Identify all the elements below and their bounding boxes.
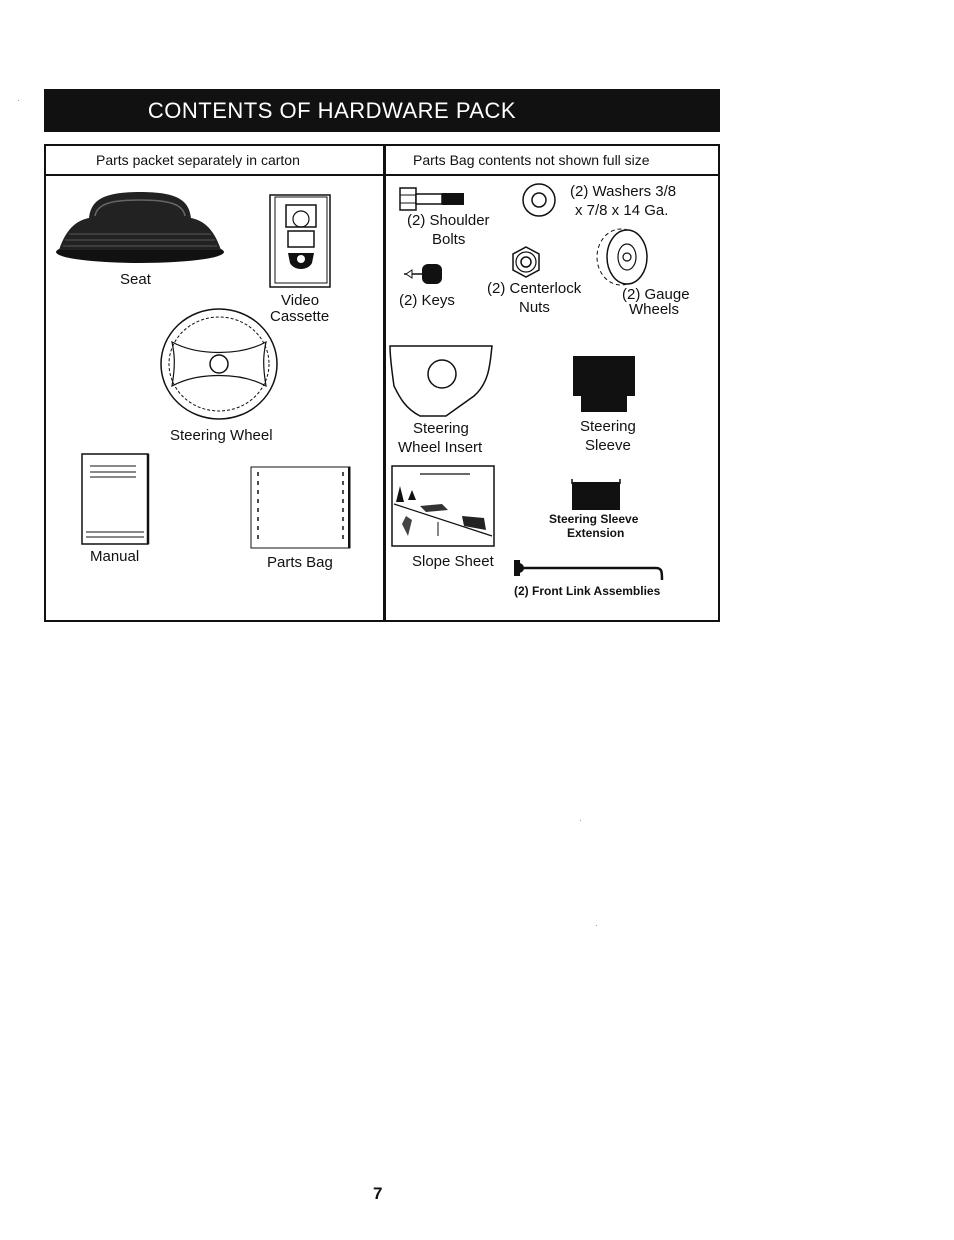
seat-icon [55, 186, 225, 266]
sleeve-extension-icon [570, 478, 622, 512]
parts-bag-label: Parts Bag [267, 554, 333, 571]
page-title: CONTENTS OF HARDWARE PACK [147, 97, 517, 123]
manual-icon [80, 452, 152, 548]
washers-label-1: (2) Washers 3/8 [570, 183, 677, 200]
steering-sleeve-label-2: Sleeve [585, 437, 631, 454]
washer-icon [521, 182, 557, 218]
scan-speck [596, 925, 597, 926]
slope-sheet-icon [390, 464, 496, 548]
shoulder-bolt-icon [398, 186, 466, 212]
steering-sleeve-label-1: Steering [580, 418, 636, 435]
keys-label: (2) Keys [399, 292, 455, 309]
sleeve-extension-label-2: Extension [567, 526, 625, 540]
gauge-wheels-label-1: (2) Gauge [622, 286, 690, 303]
key-icon [402, 262, 444, 286]
page-number: 7 [373, 1184, 383, 1203]
steering-wheel-insert-icon [386, 342, 496, 420]
video-label-1: Video [281, 292, 320, 309]
left-column-header: Parts packet separately in carton [96, 152, 300, 168]
steering-wheel-label: Steering Wheel [170, 427, 273, 444]
scan-speck [580, 820, 581, 821]
centerlock-nuts-label-1: (2) Centerlock [487, 280, 582, 297]
front-link-icon [510, 556, 666, 582]
parts-bag-icon [250, 466, 352, 550]
shoulder-bolts-label-2: Bolts [432, 231, 466, 248]
gauge-wheels-label-2: Wheels [629, 301, 680, 318]
steering-wheel-icon [158, 306, 280, 422]
front-link-label: (2) Front Link Assemblies [514, 584, 661, 598]
video-cassette-icon [268, 193, 332, 289]
seat-label: Seat [120, 271, 151, 288]
washers-label-2: x 7/8 x 14 Ga. [575, 202, 669, 219]
scan-speck [18, 100, 19, 101]
steering-sleeve-icon [571, 354, 637, 414]
title-banner [44, 89, 720, 132]
centerlock-nut-icon [510, 246, 542, 278]
video-label-2: Cassette [270, 308, 330, 325]
steering-wheel-insert-label-2: Wheel Insert [398, 439, 483, 456]
gauge-wheel-icon [592, 226, 650, 288]
right-column-header: Parts Bag contents not shown full size [413, 152, 650, 168]
manual-label: Manual [90, 548, 140, 565]
centerlock-nuts-label-2: Nuts [519, 299, 550, 316]
steering-wheel-insert-label-1: Steering [413, 420, 469, 437]
sleeve-extension-label-1: Steering Sleeve [549, 512, 639, 526]
header-rule [44, 174, 720, 176]
slope-sheet-label: Slope Sheet [412, 553, 494, 570]
shoulder-bolts-label-1: (2) Shoulder [407, 212, 490, 229]
